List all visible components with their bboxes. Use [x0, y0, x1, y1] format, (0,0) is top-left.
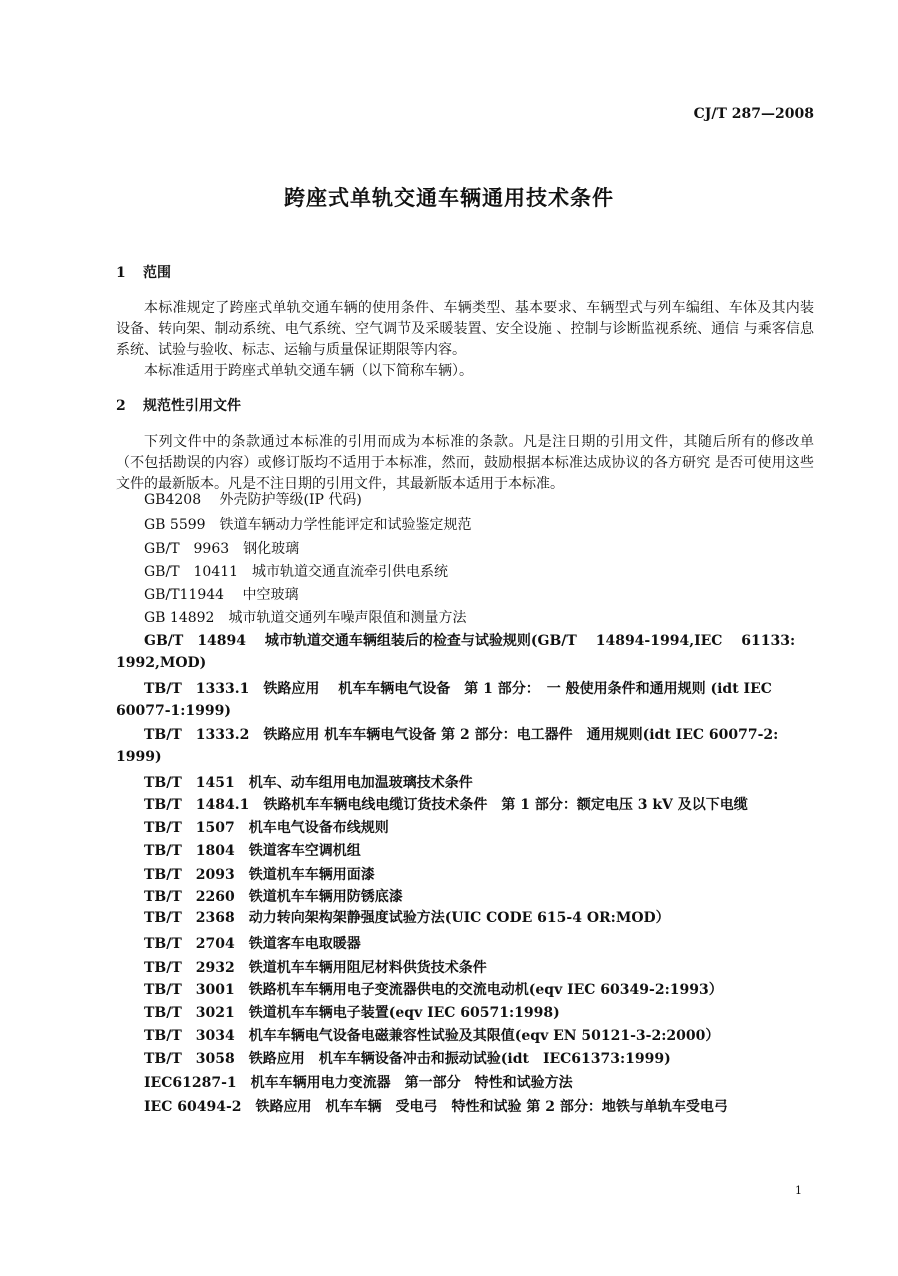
reference-item: GB/T 9963 钢化玻璃	[144, 541, 300, 557]
reference-item: GB/T11944 中空玻璃	[144, 587, 299, 603]
section-1-paragraph-1: 本标准规定了跨座式单轨交通车辆的使用条件、车辆类型、基本要求、车辆型式与列车编组、车体及其内装设备、转向架、制动系统、电气系统、空气调节及采暖装置、安全设施 、控制与诊断监视系统、通信 与乘客信息系统、试验与验收、标志、运输与质量保证期限等内容。	[116, 300, 814, 358]
reference-item: IEC 60494-2 铁路应用 机车车辆 受电弓 特性和试验 第 2 部分：地铁与单轨车受电弓	[144, 1099, 728, 1115]
reference-item: TB/T 1484.1 铁路机车车辆电线电缆订货技术条件 第 1 部分：额定电压 3 kV 及以下电缆	[144, 797, 748, 813]
reference-item: TB/T 2260 铁道机车车辆用防锈底漆	[144, 889, 403, 905]
document-title: 跨座式单轨交通车辆通用技术条件	[284, 185, 614, 210]
reference-item: TB/T 1333.1 铁路应用 机车车辆电气设备 第 1 部分： 一 般使用条件和通用规则 (idt IEC 60077-1:1999)	[116, 681, 772, 719]
reference-item: GB/T 10411 城市轨道交通直流牵引供电系统	[144, 564, 449, 580]
reference-item: TB/T 3021 铁道机车车辆电子装置(eqv IEC 60571:1998)	[144, 1005, 560, 1021]
section-1-paragraph-2: 本标准适用于跨座式单轨交通车辆（以下简称车辆）。	[144, 363, 473, 379]
reference-item: TB/T 3058 铁路应用 机车车辆设备冲击和振动试验(idt IEC61373:1999)	[144, 1051, 671, 1067]
reference-item: TB/T 1451 机车、动车组用电加温玻璃技术条件	[144, 775, 473, 791]
reference-item: GB 5599 铁道车辆动力学性能评定和试验鉴定规范	[144, 517, 472, 533]
section-2-paragraph-1: 下列文件中的条款通过本标准的引用而成为本标准的条款。凡是注日期的引用文件，其随后所有的修改单（不包括勘误的内容）或修订版均不适用于本标准，然而，鼓励根据本标准达成协议的各方研究 是否可使用这些文件的最新版本。凡是不注日期的引用文件，其最新版本适用于本标准。	[116, 434, 814, 492]
reference-item: TB/T 1333.2 铁路应用 机车车辆电气设备 第 2 部分：电工器件 通用规则(idt IEC 60077-2: 1999)	[116, 727, 779, 765]
page-number: 1	[795, 1184, 802, 1197]
reference-item: TB/T 1507 机车电气设备布线规则	[144, 820, 389, 836]
reference-item: GB4208 外壳防护等级(IP 代码)	[144, 492, 362, 508]
reference-item: GB 14892 城市轨道交通列车噪声限值和测量方法	[144, 610, 467, 626]
reference-item: TB/T 2704 铁道客车电取暖器	[144, 936, 361, 952]
reference-item: IEC61287-1 机车车辆用电力变流器 第一部分 特性和试验方法	[144, 1075, 573, 1091]
reference-item: TB/T 2932 铁道机车车辆用阻尼材料供货技术条件	[144, 960, 487, 976]
reference-item: TB/T 3001 铁路机车车辆用电子变流器供电的交流电动机(eqv IEC 60349-2:1993）	[144, 982, 723, 998]
section-2-heading	[116, 395, 241, 415]
reference-item: TB/T 3034 机车车辆电气设备电磁兼容性试验及其限值(eqv EN 50121-3-2:2000）	[144, 1028, 720, 1044]
section-number: 2	[116, 398, 126, 414]
reference-item: TB/T 1804 铁道客车空调机组	[144, 843, 361, 859]
section-number: 1	[116, 265, 126, 281]
standard-number: CJ/T 287—2008	[693, 106, 814, 122]
reference-item: TB/T 2368 动力转向架构架静强度试验方法(UIC CODE 615-4 OR:MOD）	[144, 910, 670, 926]
section-title: 规范性引用文件	[143, 398, 241, 414]
section-1-heading	[116, 262, 171, 282]
reference-item: TB/T 2093 铁道机车车辆用面漆	[144, 867, 375, 883]
reference-item: GB/T 14894 城市轨道交通车辆组装后的检查与试验规则(GB/T 14894-1994,IEC 61133: 1992,MOD)	[116, 633, 796, 671]
section-title: 范围	[143, 265, 171, 281]
